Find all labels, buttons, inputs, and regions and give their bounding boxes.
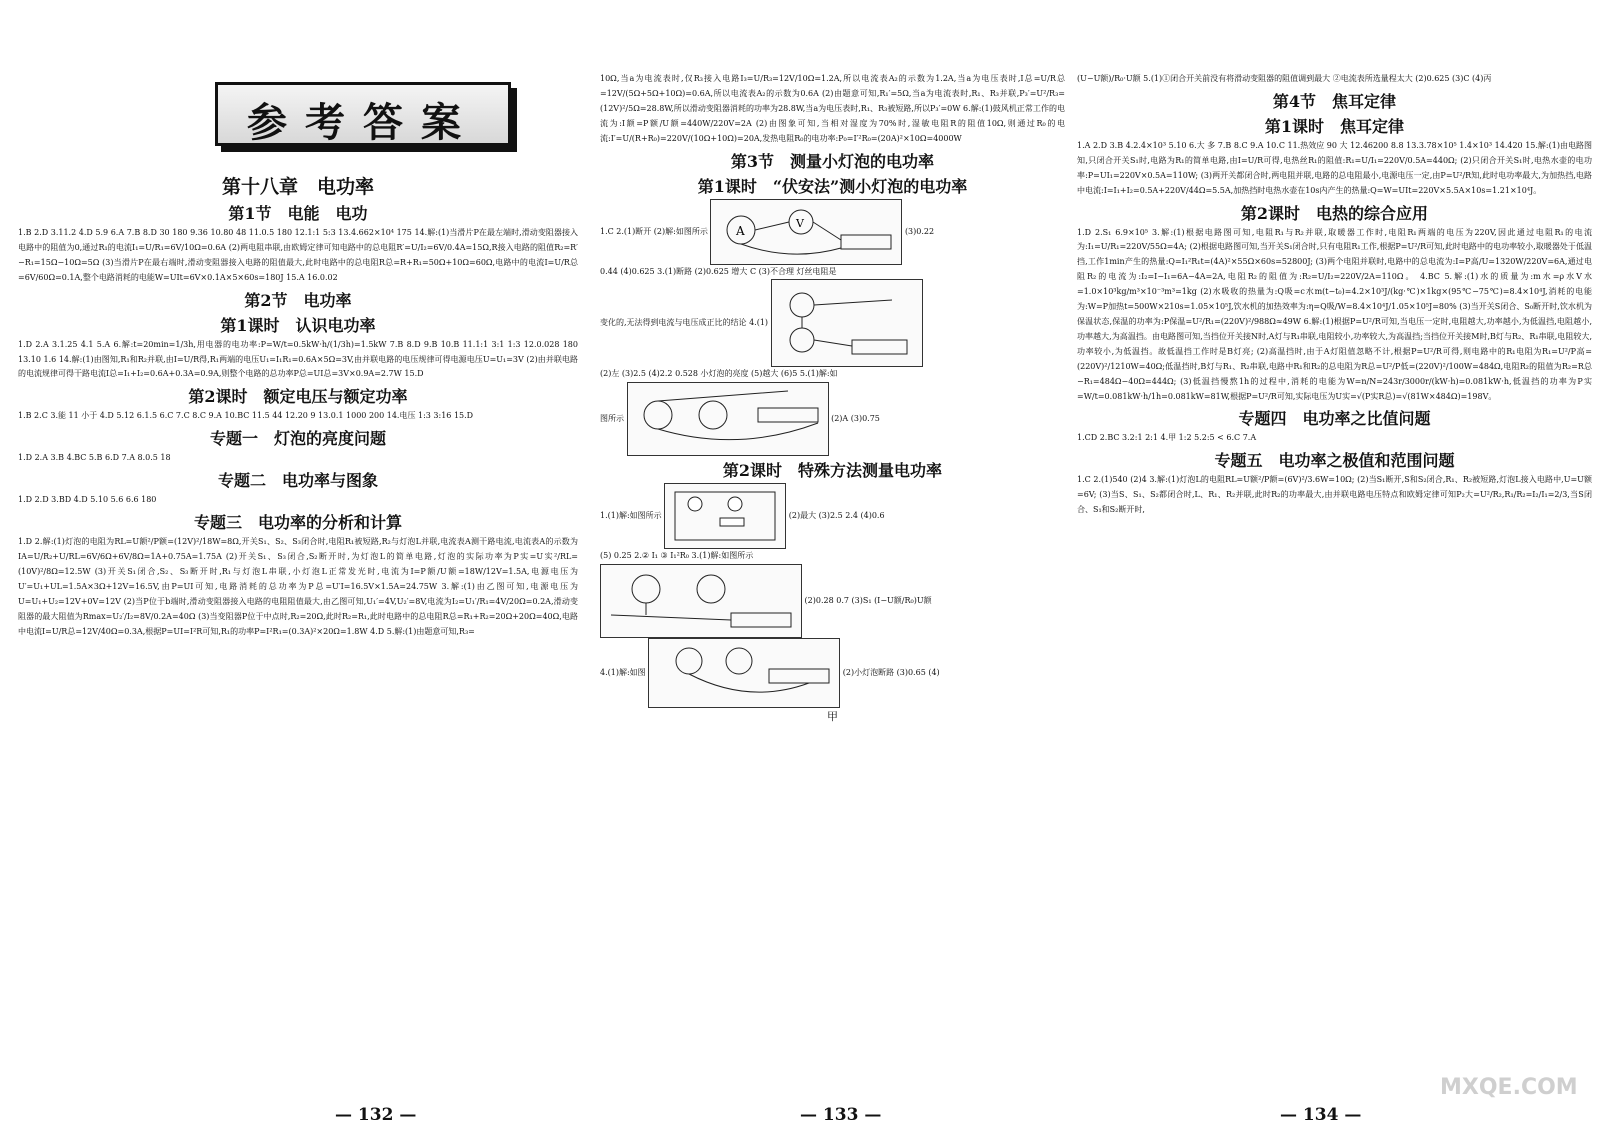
answer-text: (5) 0.25 2.② I₁ ③ I₁²R₀ 3.(1)解:如图所示 [600,551,754,561]
section-heading: 第3节 测量小灯泡的电功率 [730,151,935,171]
circuit-diagram-1 [710,199,902,265]
topic-heading: 专题一 灯泡的亮度问题 [209,429,386,449]
circuit-diagram-5 [648,638,840,708]
circuit-schematic [664,483,786,549]
topic-heading: 专题三 电功率的分析和计算 [193,513,402,533]
answer-text: 1.D 2.A 3.1.25 4.1 5.A 6.解:t=20min=1/3h,用电器的电功率:P=W/t=0.5kW·h/(1/3h)=1.5kW 7.B 8.D 9.B 10.B 11.1:1 3:1 1:3 12.0.028 180 13.10 1.6 14.解:(1)由图知,R₁和R₂并联,由I=U/R得,R₁两端的电压U₁=I₁R₁=0.6A×5Ω=3V,由并联电路的电压规律可得电源电压U=U₁=3V (2)由并联电路的电流规律可得干路电流I总=I₁+I₂=0.6A+0.3A=0.9A,则整个电路的总功率P总=UI总=3V×0.9A=2.7W 15.D [18,339,578,379]
section-heading: 第1节 电能 电功 [228,204,368,223]
page-number: — 134 — [1280,1105,1362,1125]
answer-text: (U−U额)/R₀·U额 5.(1)①闭合开关前没有将滑动变阻器的阻值调到最大 ②电流表所选量程太大 (2)0.625 (3)C (4)丙 [1077,74,1492,83]
lesson-heading: 第1课时 焦耳定律 [1264,116,1405,136]
svg-text:V: V [796,216,805,230]
answer-text: 1.B 2.D 3.11.2 4.D 5.9 6.A 7.B 8.D 30 180 9.36 10.80 48 11.0.5 180 12.1:1 5:3 13.4.662×10⁴ 175 14.解:(1)当滑片P在最左端时,滑动变阻器接入电路中的阻值为0,通过R₁的电流I₁=U/R₁=6V/10Ω=0.6A (2)两电阻串联,由欧姆定律可知电路中的总电阻R′=U/I₂=6V/0.4A=15Ω,R接入电路的阻值R₂=R′−R₁=15Ω−10Ω=5Ω (3)当滑片P在最右端时,滑动变阻器接入电路的阻值最大,此时电路中的总电阻R总=R+R₁=50Ω+10Ω=60Ω,电路中的电流I=U/R总=6V/60Ω=0.1A,整个电路消耗的电能W=UIt=6V×0.1A×5×60s=180J 15.A 16.0.02 [18,228,578,282]
chapter-heading: 第十八章 电功率 [221,176,374,198]
lesson-heading: 第1课时 “伏安法”测小灯泡的电功率 [697,176,968,196]
page-number: — 133 — [800,1105,882,1125]
topic-heading: 专题五 电功率之极值和范围问题 [1214,451,1455,471]
answer-text: 4.(1)解:如图 [600,668,646,678]
lesson-heading: 第1课时 认识电功率 [220,315,376,335]
circuit-diagram-2 [771,279,923,367]
answer-text: (2)A (3)0.75 [831,414,880,424]
column-1 [18,0,578,1143]
answer-text: 1.D 2.D 3.BD 4.D 5.10 5.6 6.6 180 [18,495,157,505]
section-heading: 第4节 焦耳定律 [1272,91,1397,111]
answer-text: 1.C 2.(1)断开 (2)解:如图所示 [600,226,708,236]
answer-text: (2)0.28 0.7 (3)S₁ (I−U额/R₀)U额 [804,596,932,606]
answer-text: (2)最大 (3)2.5 2.4 (4)0.6 [788,511,885,521]
answer-text: 1.CD 2.BC 3.2:1 2:1 4.甲 1:2 5.2:5 < 6.C 7.A [1077,433,1257,443]
section-heading: 第2节 电功率 [244,290,352,310]
figure-label: 甲 [827,710,838,724]
page-number: — 132 — [335,1105,417,1125]
answer-text: 1.A 2.D 3.B 4.2.4×10³ 5.10 6.大 多 7.B 8.C 9.A 10.C 11.热效应 90 大 12.46200 8.8 13.3.78×10⁵ 1.4×10³ 14.420 15.解:(1)由电路图知,只闭合开关S₁时,电路为R₁的简单电路,由I=U/R可得,电热丝R₁的阻值:R₁=U/I₁=220V/0.5A=440Ω; (2)只闭合开关S₁时,电热水壶的电功率:P=UI₁=220V×0.5A=110W; (3)两开关都闭合时,两电阻并联,电路的总电阻最小,电源电压一定,由P=U²/R知,此时电功率最大,为加热挡,电路中电流:I=I₁+I₂=0.5A+220V/44Ω=5.5A,加热挡时电热水壶在10s内产生的热量:Q=W=UIt=220V×5.5A×10s=1.21×10⁴J。 [1077,140,1592,195]
answer-text: 10Ω,当a为电流表时,仅R₃接入电路I₃=U/R₃=12V/10Ω=1.2A,所以电流表A₂的示数为1.2A,当a为电压表时,I总=U/R总=12V/(5Ω+5Ω+10Ω)=0.6A,所以电流表A₂的示数为0.6A (2)由题意可知,R₁′=5Ω,当a为电流表时,R₁、R₃并联,P₃′=U²/R₃=(12V)²/5Ω=28.8W,所以滑动变阻器消耗的功率为28.8W,当a为电压表时,R₁、R₃被短路,所以P₃′=0W 6.解:(1)鼓风机正常工作的电流为:I额=P额/U额=440W/220V=2A (2)由图象可知,当相对湿度为70%时,湿敏电阻R的阻值10Ω,则通过R₀的电流:I′=U/(R+R₀)=220V/(10Ω+10Ω)=20A,发热电阻R₀的电功率:P₀=I′²R₀=(20A)²×10Ω=4000W [600,74,1065,143]
answer-text: 图所示 [600,414,624,424]
answer-text: 1.B 2.C 3.能 11 小于 4.D 5.12 6.1.5 6.C 7.C 8.C 9.A 10.BC 11.5 44 12.20 9 13.0.1 1000 200 14.电压 1:3 3:16 15.D [18,411,474,421]
answer-text: 1.D 2.S₁ 6.9×10⁵ 3.解:(1)根据电路图可知,电阻R₁与R₂并联,取暖器工作时,电阻R₁两端的电压为220V,因此通过电阻R₁的电流为:I₁=U/R₁=220V/55Ω=4A; (2)根据电路图可知,当开关S₁闭合时,只有电阻R₁工作,根据P=U²/R可知,此时电路中的电功率较小,取暖器处于低温挡,工作1min产生的热量:Q=I₁²R₁t=(4A)²×55Ω×60s=52800J; (3)两个电阻并联时,电路中的总电流为:I=P高/U=1320W/220V=6A,通过电阻R₂的电流为:I₂=I−I₁=6A−4A=2A,电阻R₂的阻值为:R₂=U/I₂=220V/2A=110Ω。 4.BC 5.解:(1)水的质量为:m水=ρ水V水=1.0×10³kg/m³×10⁻³m³=1kg (2)水吸收的热量为:Q吸=c水m(t−t₀)=4.2×10³J/(kg·℃)×1kg×(95℃−75℃)=8.4×10⁴J,消耗的电能为:W=P加热t=500W×210s=1.05×10⁵J,饮水机的加热效率为:η=Q吸/W=8.4×10⁴J/1.05×10⁵J=80% (3)当开关S闭合、S₀断开时,饮水机为保温状态,保温的功率为:P保温=U²/R₁=(220V)²/988Ω≈49W 6.解:(1)根据P=U²/R可知,当电压一定时,电阻越大,功率越小,为低温挡,电阻越小,功率越大,为高温挡。由电路图可知,当挡位开关接N时,A灯与R₁串联,电阻较小,功率较大,为高温挡;当挡位开关接M时,B灯与R₂、R₁串联,电阻较大,功率较小,为低温挡。故低温挡工作时是B灯亮; (2)高温挡时,由于A灯阻值忽略不计,根据P=U²/R可得,则电路中的R₁电阻为R₁=U²/P高=(220V)²/1210W=40Ω;低温挡时,B灯与R₁、R₂串联,电路中R₁和R₂的总电阻为R总=U²/P低=(220V)²/100W=484Ω,电阻R₂的阻值为R₂=R总−R₁=484Ω−40Ω=444Ω; (3)低温挡慢熬1h的过程中,消耗的电能为W=n/N=243r/3000r/(kW·h)=0.081kW·h,低温挡的功率为P实=W/t=0.081kW·h/1h=0.081kW=81W,根据P=U²/R可知,实际电压为U实=√(P实R总)=√(81W×484Ω)=198V。 [1077,227,1592,401]
lesson-heading: 第2课时 电热的综合应用 [1240,203,1429,223]
answer-text: 1.(1)解:如图所示 [600,511,662,521]
answer-text: 1.D 2.解:(1)灯泡的电阻为RL=U额²/P额=(12V)²/18W=8Ω,开关S₁、S₂、S₃闭合时,电阻R₁被短路,R₂与灯泡L并联,电流表A测干路电流,电流表A的示数为IA=U/R₂+U/RL=6V/6Ω+6V/8Ω=1A+0.75A=1.75A (2)开关S₁、S₃闭合,S₂断开时,为灯泡L的简单电路,灯泡的实际功率为P实=U实²/RL=(10V)²/8Ω=12.5W (3)开关S₁闭合,S₂、S₃断开时,R₁与灯泡L串联,小灯泡L正常发光时,电流为I=P额/U额=18W/12V=1.5A,电源电压为U′=U₁+UL=1.5A×3Ω+12V=16.5V,由P=UI可知,电路消耗的总功率为P总=U′I=16.5V×1.5A=24.75W 3.解:(1)由乙图可知,电源电压为U=U₁+U₂=12V+0V=12V (2)当P位于b端时,滑动变阻器接入电路的电阻阻值最大,由乙图可知,U₁′=4V,U₂′=8V,电流为I₂=U₁′/R₁=4V/20Ω=0.2A,滑动变阻器的最大阻值为Rmax=U₂′/I₂=8V/0.2A=40Ω (3)当变阻器P位于中点时,R₂=20Ω,此时R₂=R₁,此时电路中的总电阻R总=R₁+R₂=20Ω+20Ω=40Ω,电路中电流I=U/R总=12V/40Ω=0.3A,根据P=UI=I²R可知,R₁的功率P=I²R₁=(0.3A)²×20Ω=1.8W 4.D 5.解:(1)由题意可知,R₃= [18,537,578,636]
answer-text: (2)小灯泡断路 (3)0.65 (4) [842,668,940,678]
topic-heading: 专题二 电功率与图象 [217,471,378,491]
lesson-heading: 第2课时 额定电压与额定功率 [188,387,408,407]
answer-text: 0.44 (4)0.625 3.(1)断路 (2)0.625 增大 C (3)不合理 灯丝电阻是 [600,266,837,276]
column-2 [600,0,1065,1143]
answer-text: 1.C 2.(1)540 (2)4 3.解:(1)灯泡L的电阻RL=U额²/P额=(6V)²/3.6W=10Ω; (2)当S₁断开,S和S₂闭合,R₁、R₂被短路,灯泡L接入电路中,U=U额=6V; (3)当S、S₁、S₂都闭合时,L、R₁、R₂并联,此时R₂的功率最大,由并联电路电压特点和欧姆定律可知P₂大=U²/R₂,R₁/R₂=I₂/I₁=2/3,当S闭合、S₁和S₂断开时, [1077,475,1592,515]
column-3 [1077,0,1592,1143]
circuit-diagram-4 [600,564,802,638]
svg-text:A: A [736,223,746,238]
watermark: MXQE.COM [1440,1075,1578,1100]
answer-text: (2)左 (3)2.5 (4)2.2 0.528 小灯泡的亮度 (5)越大 (6)5 5.(1)解:如 [600,369,838,379]
answer-text: 1.D 2.A 3.B 4.BC 5.B 6.D 7.A 8.0.5 18 [18,453,171,463]
lesson-heading: 第2课时 特殊方法测量电功率 [722,461,943,481]
circuit-diagram-3 [627,382,829,456]
topic-heading: 专题四 电功率之比值问题 [1238,409,1431,429]
answer-text: 变化的,无法得到电流与电压成正比的结论 4.(1) [600,318,769,328]
answer-text: (3)0.22 [904,226,935,236]
page-title: 参考答案 [247,99,479,146]
